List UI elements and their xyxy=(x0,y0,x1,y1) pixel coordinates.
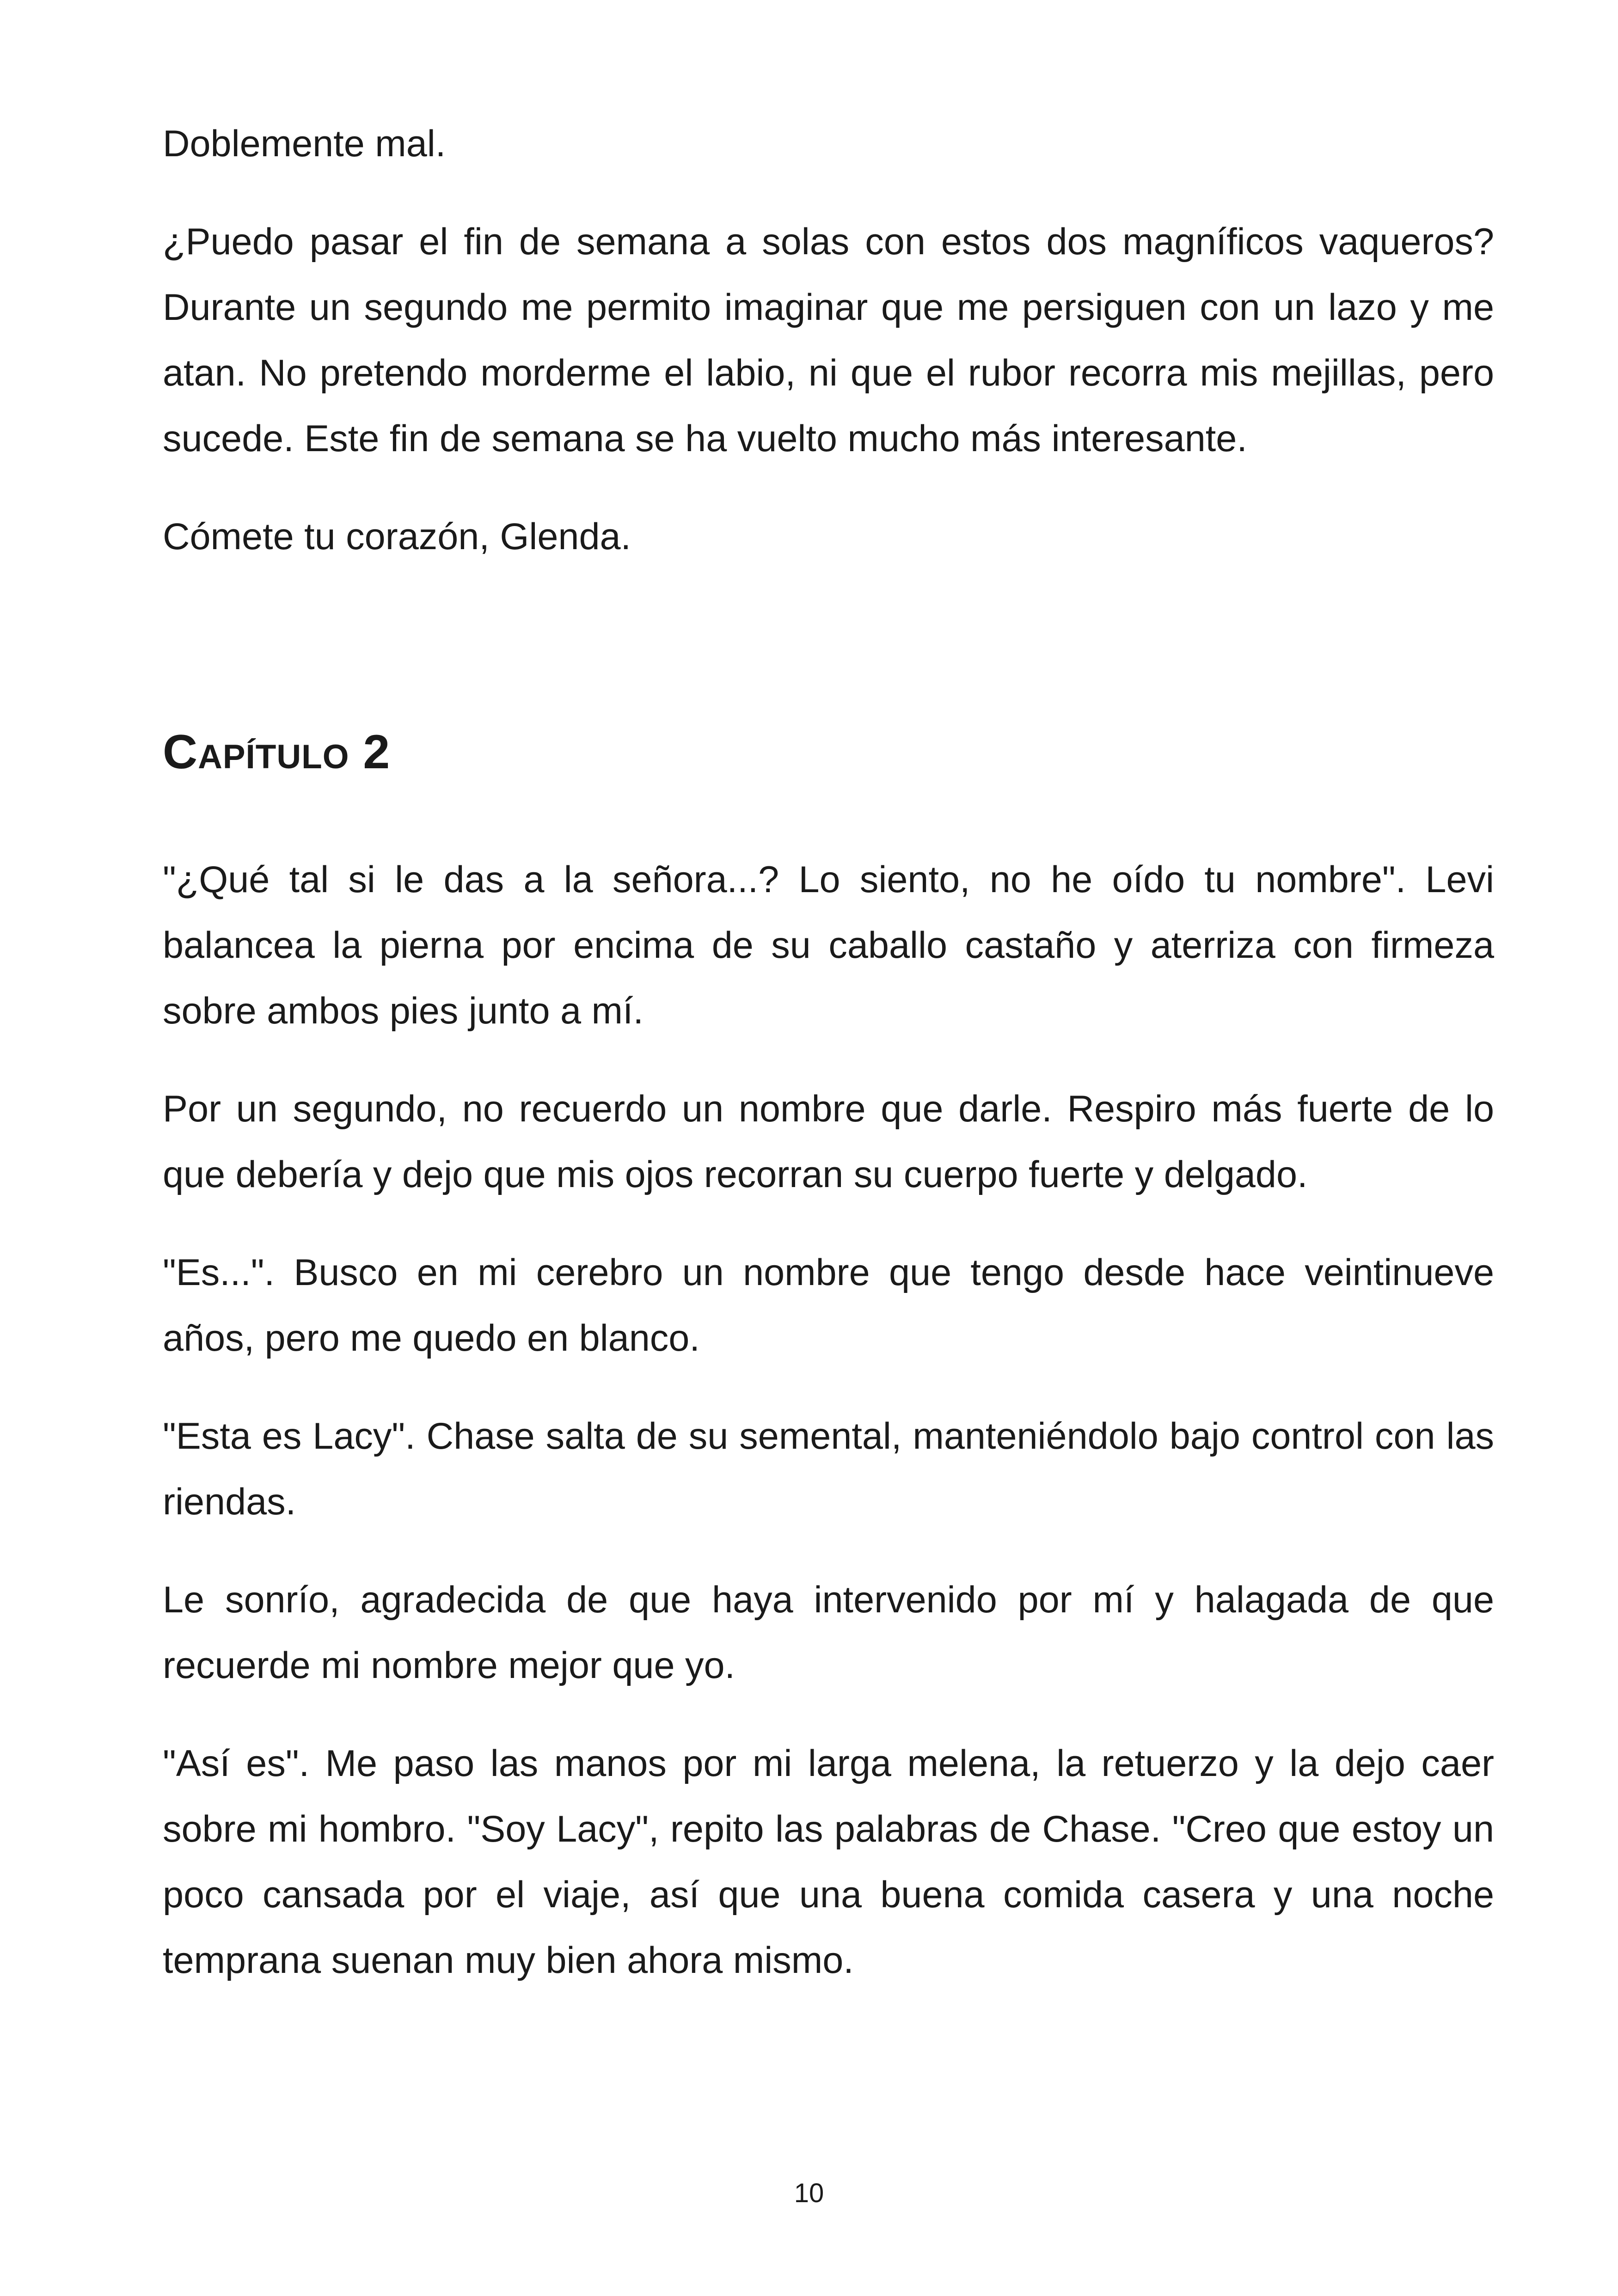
page-number: 10 xyxy=(794,2178,824,2208)
paragraph: Por un segundo, no recuerdo un nombre que darle. Respiro más fuerte de lo que debería y dejo que mis ojos recorran su cuerpo fuerte y delgado. xyxy=(163,1088,1494,1195)
chapter-heading: Capítulo 2 xyxy=(163,725,391,779)
page-body xyxy=(163,111,1494,2026)
paragraph: "Así es". Me paso las manos por mi larga melena, la retuerzo y la dejo caer sobre mi hombro. "Soy Lacy", repito las palabras de Chase. "Creo que estoy un poco cansada por el viaje, así que una buena comida casera y una noche temprana suenan muy bien ahora mismo. xyxy=(163,1743,1494,1981)
paragraph: "Esta es Lacy". Chase salta de su semental, manteniéndolo bajo control con las riendas. xyxy=(163,1415,1494,1523)
paragraph: ¿Puedo pasar el fin de semana a solas con estos dos magníficos vaqueros? Durante un segundo me permito imaginar que me persiguen con un lazo y me atan. No pretendo morderme el labio, ni que el rubor recorra mis mejillas, pero sucede. Este fin de semana se ha vuelto mucho más interesante. xyxy=(163,221,1494,459)
paragraph: "¿Qué tal si le das a la señora...? Lo siento, no he oído tu nombre". Levi balancea la pierna por encima de su caballo castaño y aterriza con firmeza sobre ambos pies junto a mí. xyxy=(163,859,1494,1032)
paragraph: Doblemente mal. xyxy=(163,123,446,165)
paragraph: Cómete tu corazón, Glenda. xyxy=(163,516,631,557)
paragraph: "Es...". Busco en mi cerebro un nombre que tengo desde hace veintinueve años, pero me quedo en blanco. xyxy=(163,1252,1494,1359)
paragraph: Le sonrío, agradecida de que haya intervenido por mí y halagada de que recuerde mi nombre mejor que yo. xyxy=(163,1579,1494,1686)
